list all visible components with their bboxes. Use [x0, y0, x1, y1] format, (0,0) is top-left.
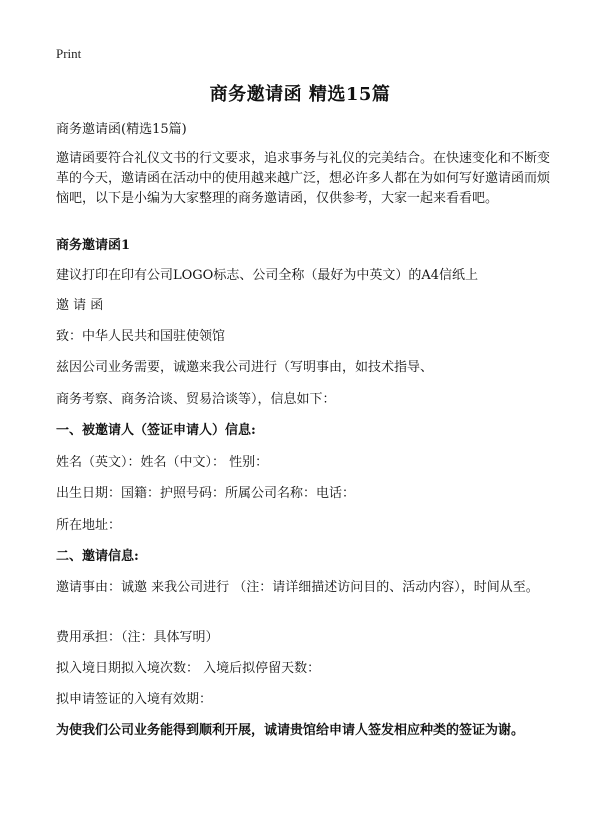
- entry-date-line: 拟入境日期拟入境次数： 入境后拟停留天数：: [56, 661, 321, 676]
- visa-validity-line: 拟申请签证的入境有效期：: [56, 692, 213, 707]
- print-link[interactable]: Print: [56, 46, 82, 61]
- addressee-line: 致：中华人民共和国驻使领馆: [56, 329, 226, 344]
- section-heading: 商务邀请函1: [56, 238, 131, 253]
- purpose-line-continued: 商务考察、商务洽谈、贸易洽谈等），信息如下：: [56, 392, 336, 407]
- invitation-info-heading: 二、邀请信息:: [56, 549, 139, 564]
- page-title: 商务邀请函 精选15篇: [209, 84, 391, 105]
- purpose-line: 兹因公司业务需要，诚邀来我公司进行（写明事由，如技术指导、: [56, 360, 434, 375]
- closing-paragraph: 为使我们公司业务能得到顺利开展，诚请贵馆给申请人签发相应种类的签证为谢。: [56, 723, 525, 738]
- document-subtitle: 商务邀请函(精选15篇): [56, 122, 187, 137]
- invitation-reason-line: 邀请事由：诚邀 来我公司进行 （注：请详细描述访问目的、活动内容），时间从至。: [56, 580, 539, 595]
- invitee-address-line: 所在地址：: [56, 518, 122, 533]
- print-instruction-line: 建议打印在印有公司LOGO标志、公司全称（最好为中英文）的A4信纸上: [56, 268, 478, 283]
- expense-line: 费用承担：（注：具体写明）: [56, 630, 219, 645]
- invitee-name-line: 姓名（英文）：姓名（中文）： 性别：: [56, 455, 269, 470]
- invitee-details-line: 出生日期：国籍：护照号码：所属公司名称：电话：: [56, 486, 356, 501]
- intro-paragraph: 邀请函要符合礼仪文书的行文要求，追求事务与礼仪的完美结合。在快速变化和不断变革的今天，邀请函在活动中的使用越来越广泛，想必许多人都在为如何写好邀请函而烦恼吧，以下是小编为大家整理的商务邀请函，仅供参考，大家一起来看看吧。: [56, 151, 551, 206]
- invitation-label: 邀 请 函: [56, 298, 104, 313]
- invitee-info-heading: 一、被邀请人（签证申请人）信息:: [56, 423, 256, 438]
